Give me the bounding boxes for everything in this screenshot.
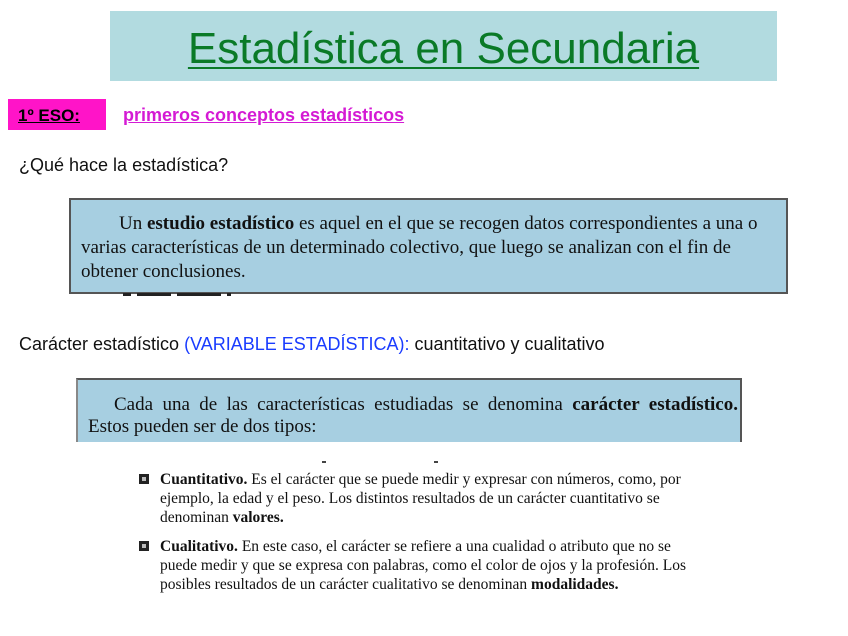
caracter-definition-text [88, 394, 738, 438]
list-item [139, 470, 694, 527]
type-name: Cualitativo. [160, 538, 238, 555]
type-description: Es el carácter que se puede medir y expresar con números, como, por ejemplo, la edad y el peso. Los distintos resultados de un carácter cuantitativo se denominan [160, 471, 681, 526]
caracter-heading [19, 334, 605, 355]
square-bullet-icon [139, 541, 149, 551]
type-term: modalidades. [531, 576, 619, 593]
list-item [139, 537, 694, 594]
cropped-text-fragment [123, 293, 283, 299]
level-tag [8, 99, 106, 130]
type-description: En este caso, el carácter se refiere a una cualidad o atributo que no se puede medir y que se expresa con palabras, como el color de ojos y la profesión. Los posibles resultados de un carácter cualitativo se denominan [160, 538, 686, 593]
scan-mark [434, 461, 438, 463]
title-banner [110, 11, 777, 81]
caracter-highlight: (VARIABLE ESTADÍSTICA): [184, 334, 410, 354]
caracter-box-lead: Cada una de las características estudiadas se denomina [114, 394, 573, 415]
definition-box [69, 198, 788, 294]
page-title: Estadística en Secundaria [187, 24, 700, 73]
square-bullet-icon [139, 474, 149, 484]
type-name: Cuantitativo. [160, 471, 248, 488]
section-subtitle: primeros conceptos estadísticos [123, 105, 405, 125]
definition-rest: es aquel en el que se recogen datos correspondientes a una o varias características de un determinado colectivo, que luego se analizan con el fin de obtener conclusiones. [81, 213, 758, 282]
definition-text [81, 212, 781, 284]
caracter-prefix: Carácter estadístico [19, 334, 185, 354]
scan-mark [322, 461, 326, 463]
question-text: ¿Qué hace la estadística? [19, 155, 229, 175]
type-term: valores. [232, 509, 284, 526]
types-list [139, 470, 694, 604]
caracter-box-rest: Estos pueden ser de dos tipos: [88, 416, 317, 437]
definition-term: estudio estadístico [146, 213, 295, 234]
caracter-box-term: carácter estadístico. [572, 394, 738, 415]
definition-lead: Un [119, 213, 147, 234]
level-label: 1º ESO: [18, 106, 80, 125]
caracter-definition-box [76, 378, 742, 442]
caracter-suffix: cuantitativo y cualitativo [409, 334, 605, 354]
